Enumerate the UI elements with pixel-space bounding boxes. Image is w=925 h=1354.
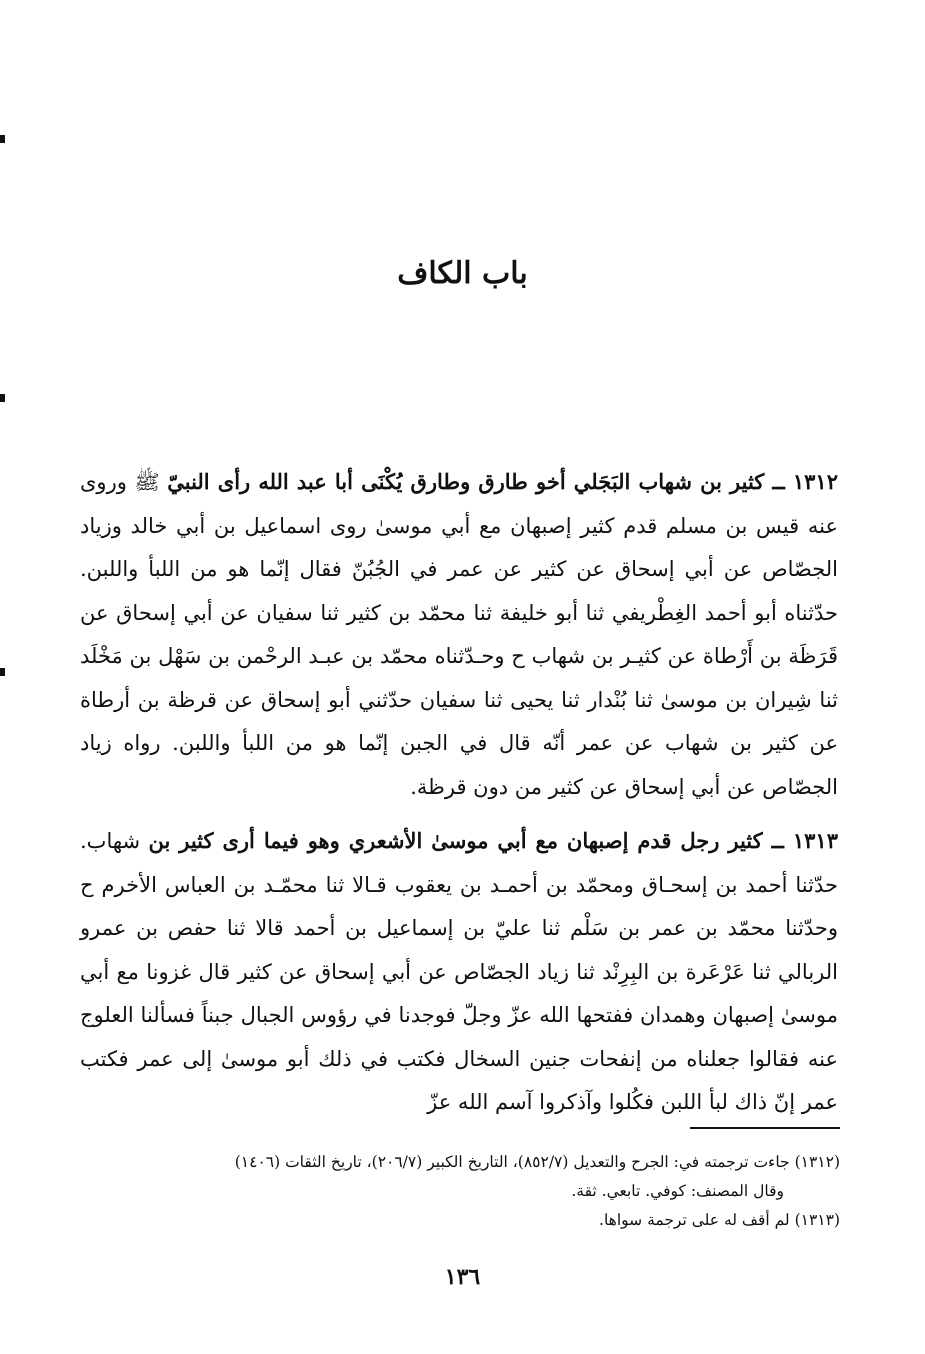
- entry-body: شهاب. حدّثنا أحمد بن إسحـاق ومحمّد بن أحمـد بن يعقوب قـالا ثنا محمّـد بن العباس الأخرم ح وحدّثنا محمّد بن عمر بن سَلْم ثنا عليّ بن إسماعيل بن أحمد قالا ثنا حفص بن عمرو الربالي ثنا عَرْعَرة بن البِرِنْد ثنا زياد الجصّاص عن أبي إسحاق عن كثير قال غزونا مع أبي موسىٰ إصبهان وهمدان ففتحها الله عزّ وجلّ فوجدنا في رؤوس الجبال جبناً فسألنا العلوج عنه فقالوا جعلناه من إنفحات جنين السخال فكتب في ذلك أبو موسىٰ إلى عمر فكتب عمر إنّ ذاك لبأ اللبن فكُلوا وآذكروا آسم الله عزّ: [80, 829, 838, 1114]
- main-text: [80, 460, 838, 1135]
- edge-mark: [0, 394, 5, 402]
- footnotes: [64, 1148, 840, 1235]
- edge-mark: [0, 668, 5, 676]
- chapter-title: باب الكاف: [397, 256, 528, 291]
- footnote-1312-continued: وقال المصنف: كوفي. تابعي. ثقة.: [571, 1182, 784, 1200]
- entry-1312: [80, 460, 838, 809]
- edge-mark: [0, 135, 5, 143]
- footnote-1313: (١٣١٣) لم أقف له على ترجمة سواها.: [599, 1211, 840, 1229]
- entry-heading: ١٣١٣ ــ كثير رجل قدم إصبهان مع أبي موسىٰ الأشعري وهو فيما أرى كثير بن: [148, 828, 838, 853]
- page-number: ١٣٦: [444, 1264, 481, 1290]
- entry-1313: [80, 819, 838, 1125]
- footnote-divider: [690, 1127, 840, 1129]
- entry-heading: ١٣١٢ ــ كثير بن شهاب البَجَلي أخو طارق وطارق يُكْنَى أبا عبد الله رأى النبيّ: [167, 469, 838, 494]
- footnote-1312: (١٣١٢) جاءت ترجمته في: الجرح والتعديل (٨٥٢/٧)، التاريخ الكبير (٢٠٦/٧)، تاريخ الثقات (١٤٠٦): [234, 1153, 840, 1171]
- entry-body: ﷺ وروى عنه قيس بن مسلم قدم كثير إصبهان مع أبي موسىٰ روى اسماعيل بن أبي خالد وزياد الجصّاص عن أبي إسحاق عن كثير عن عمر في الجُبُنّ فقال إنّما هو من اللبأ واللبن. حدّثناه أبو أحمد الغِطْريفي ثنا أبو خليفة ثنا محمّد بن كثير ثنا سفيان عن أبي إسحاق عن قَرَظَة بن أَرْطاة عن كثيـر بن شهاب ح وحـدّثناه محمّد بن عبـد الرحْمن بن سَهْل بن مَخْلَد ثنا شِيران بن موسىٰ ثنا بُنْدار ثنا يحيى ثنا سفيان حدّثني أبو إسحاق عن قرظة بن أرطاة عن كثير بن شهاب عن عمر أنّه قال في الجبن إنّما هو من اللبأ واللبن. رواه زياد الجصّاص عن أبي إسحاق عن كثير من دون قرظة.: [80, 470, 838, 799]
